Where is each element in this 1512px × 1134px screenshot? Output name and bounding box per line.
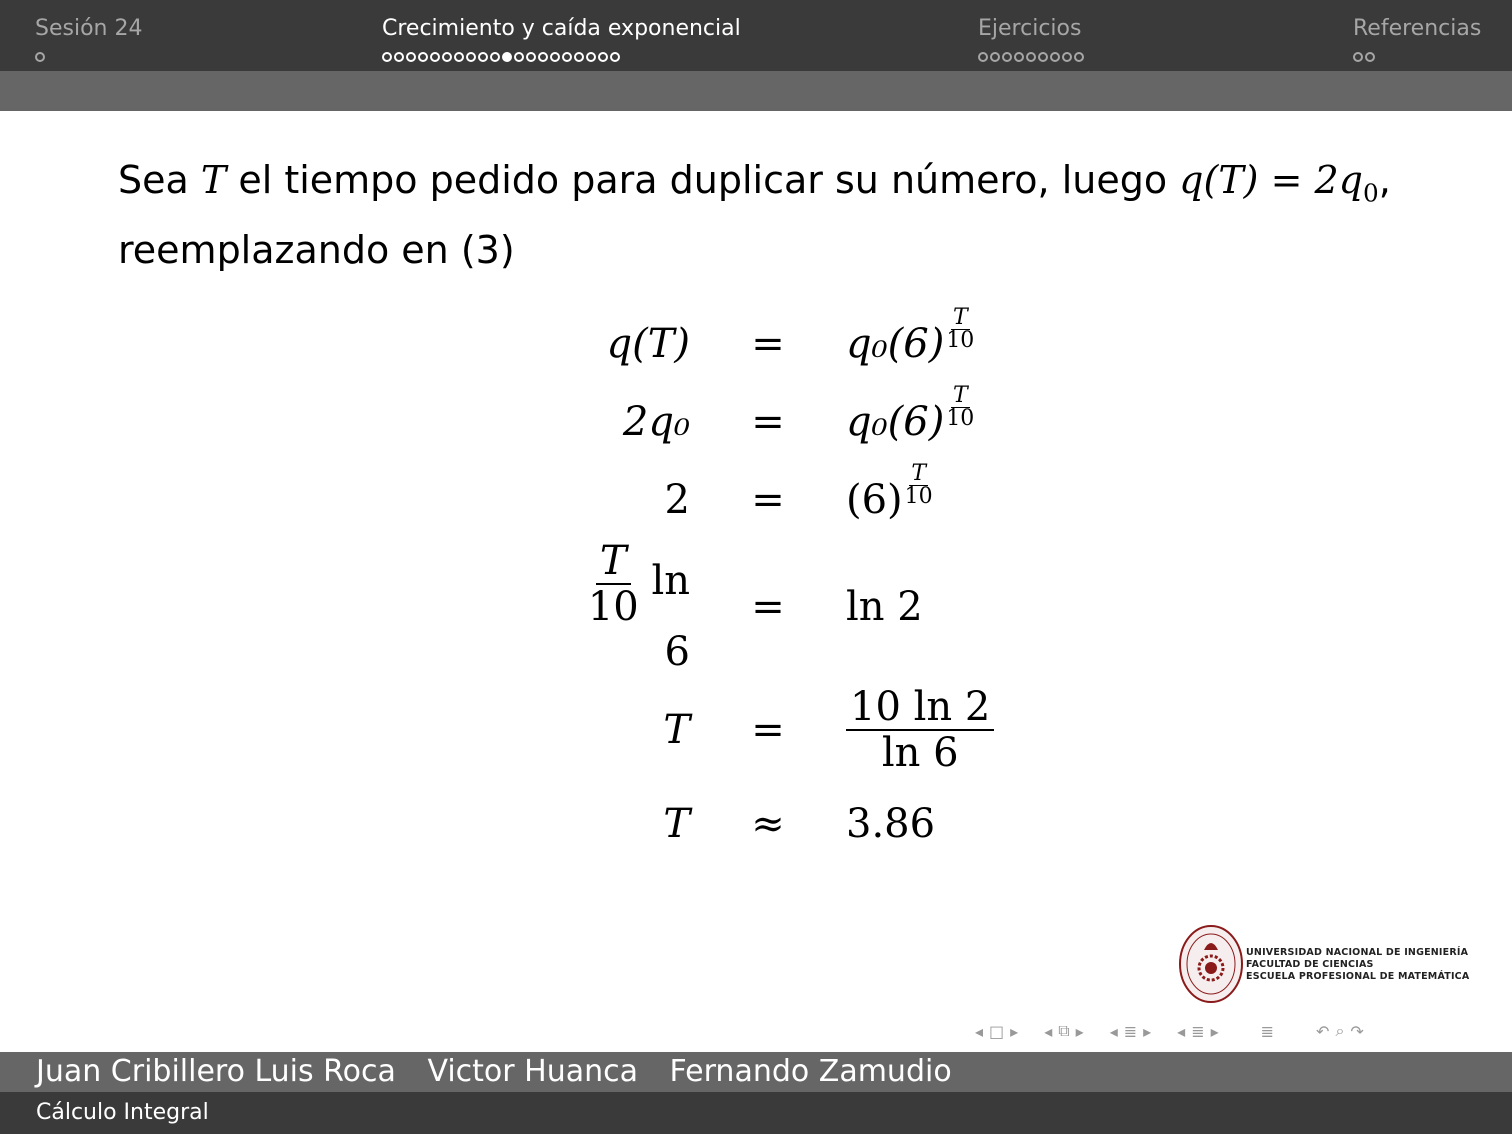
next-slide-icon[interactable]: ▸ [1010,1021,1019,1041]
equation-lhs [555,539,728,675]
exponent-fraction [946,385,974,430]
fraction-numerator: 10 ln 2 [846,685,994,731]
nav-section-ejercicios[interactable] [978,14,1084,64]
nav-dot[interactable] [394,52,404,62]
undo-icon[interactable]: ↶ [1316,1021,1330,1041]
next-subsection-icon[interactable]: ▸ [1143,1021,1152,1041]
document-icon[interactable]: ≣ [1260,1021,1275,1041]
next-frame-icon[interactable]: ▸ [1075,1021,1084,1041]
lhs-tail: ln 6 [651,558,690,675]
section-navigation-bar [0,0,1512,71]
fraction-numerator: T [596,539,631,585]
equation-relation: ≈ [751,801,785,847]
exponent-denominator: 10 [946,328,975,353]
rhs-base: q₀(6) [846,399,945,445]
nav-dot[interactable] [1074,52,1084,62]
nav-dot-current[interactable] [502,52,512,62]
text-run: el tiempo pedido para duplicar su número, luego [226,158,1180,202]
nav-dot[interactable] [598,52,608,62]
institution-line: FACULTAD DE CIENCIAS [1246,959,1374,970]
author-name: Fernando Zamudio [669,1054,952,1089]
equation-lhs: q(T) [606,321,690,367]
nav-dot[interactable] [1026,52,1036,62]
exponent-fraction [946,307,974,352]
equation-rhs [808,383,994,461]
equation-rhs [808,461,994,539]
math-expression: q(T) = 2q [1179,158,1363,202]
nav-dot[interactable] [1014,52,1024,62]
nav-dot[interactable] [430,52,440,62]
nav-dot[interactable] [382,52,392,62]
nav-section-sesion[interactable] [35,14,142,64]
author-name: Victor Huanca [427,1054,638,1089]
institution-line: ESCUELA PROFESIONAL DE MATEMÁTICA [1246,971,1470,982]
institution-name [1246,947,1469,983]
nav-dot[interactable] [454,52,464,62]
text-run: Sea [118,158,201,202]
nav-dots[interactable] [382,50,741,64]
equation-relation: = [751,707,785,753]
university-seal-logo [1178,924,1244,1004]
footer-course-bar [0,1092,1512,1134]
nav-dot[interactable] [526,52,536,62]
nav-dot[interactable] [418,52,428,62]
nav-dot[interactable] [1002,52,1012,62]
exponent-denominator: 10 [904,484,933,509]
equation-row [555,675,994,785]
fraction-denominator: ln 6 [881,730,959,776]
prev-frame-icon[interactable]: ◂ [1044,1021,1053,1041]
nav-section-crecimiento[interactable] [382,14,741,64]
equation-lhs: 2q₀ [622,399,690,445]
nav-section-label: Crecimiento y caída exponencial [382,16,741,41]
nav-dot[interactable] [538,52,548,62]
subsection-icon[interactable]: ≣ [1123,1021,1138,1041]
rhs-fraction [846,685,994,775]
redo-icon[interactable]: ↷ [1350,1021,1364,1041]
exponent-fraction [905,463,933,508]
nav-section-referencias[interactable] [1353,14,1481,64]
slide-icon[interactable]: □ [989,1021,1005,1041]
nav-dot[interactable] [1062,52,1072,62]
nav-dot[interactable] [514,52,524,62]
math-subscript: 0 [1363,178,1379,208]
equation-lhs: T [663,707,690,753]
nav-section-label: Ejercicios [978,16,1082,41]
equation-relation: = [751,584,785,630]
nav-dot[interactable] [478,52,488,62]
nav-section-label: Sesión 24 [35,16,143,41]
equation-rhs [808,675,994,785]
search-icon[interactable]: ⌕ [1335,1021,1345,1040]
text-run: , [1378,158,1391,202]
exponent-numerator: T [952,383,968,408]
nav-dot[interactable] [35,52,45,62]
exponent-numerator: T [952,305,968,330]
equation-rhs: 3.86 [846,801,936,847]
equation-row [555,785,994,863]
footer-authors-bar [0,1052,1512,1092]
equation-relation: = [751,477,785,523]
prev-subsection-icon[interactable]: ◂ [1109,1021,1118,1041]
rhs-base: q₀(6) [846,321,945,367]
nav-dot[interactable] [978,52,988,62]
author-name: Juan Cribillero Luis Roca [36,1054,396,1089]
nav-dot[interactable] [406,52,416,62]
nav-dot[interactable] [610,52,620,62]
equation-rhs [808,305,994,383]
frame-icon[interactable]: ⧉ [1058,1021,1070,1040]
nav-dots[interactable] [978,50,1084,64]
nav-dot[interactable] [990,52,1000,62]
institution-line: UNIVERSIDAD NACIONAL DE INGENIERÍA [1246,947,1469,958]
equation-lhs: T [663,801,690,847]
prev-section-icon[interactable]: ◂ [1177,1021,1186,1041]
rhs-base: (6) [846,477,903,523]
nav-dot[interactable] [1050,52,1060,62]
nav-dot[interactable] [1353,52,1363,62]
nav-dot[interactable] [550,52,560,62]
equation-lhs: 2 [664,477,690,523]
section-icon[interactable]: ≣ [1191,1021,1205,1041]
lhs-fraction [588,539,639,629]
beamer-navigation-controls [975,1018,1364,1044]
equation-relation: = [751,399,785,445]
nav-dot[interactable] [442,52,452,62]
prev-slide-icon[interactable]: ◂ [975,1021,984,1041]
nav-dot[interactable] [490,52,500,62]
equation-row [555,305,994,383]
nav-dot[interactable] [574,52,584,62]
equation-relation: = [751,321,785,367]
nav-dot[interactable] [586,52,596,62]
equation-rhs: ln 2 [846,584,923,630]
nav-dot[interactable] [1365,52,1375,62]
paragraph-line-2: reemplazando en (3) [118,227,515,272]
nav-dot[interactable] [466,52,476,62]
slide-paragraph [118,152,1418,278]
subsection-bar [0,71,1512,111]
exponent-denominator: 10 [946,406,975,431]
fraction-denominator: 10 [587,584,639,630]
nav-dots[interactable] [1353,50,1481,64]
exponent-numerator: T [911,461,927,486]
next-section-icon[interactable]: ▸ [1210,1021,1219,1041]
math-variable: T [200,158,227,202]
course-title: Cálculo Integral [36,1100,209,1125]
paragraph-line-1 [118,152,1418,222]
nav-dot[interactable] [562,52,572,62]
nav-dot[interactable] [1038,52,1048,62]
equation-array [555,305,994,863]
equation-row [555,539,994,675]
equation-row [555,383,994,461]
nav-section-label: Referencias [1353,16,1482,41]
equation-row [555,461,994,539]
nav-dots[interactable] [35,50,142,64]
